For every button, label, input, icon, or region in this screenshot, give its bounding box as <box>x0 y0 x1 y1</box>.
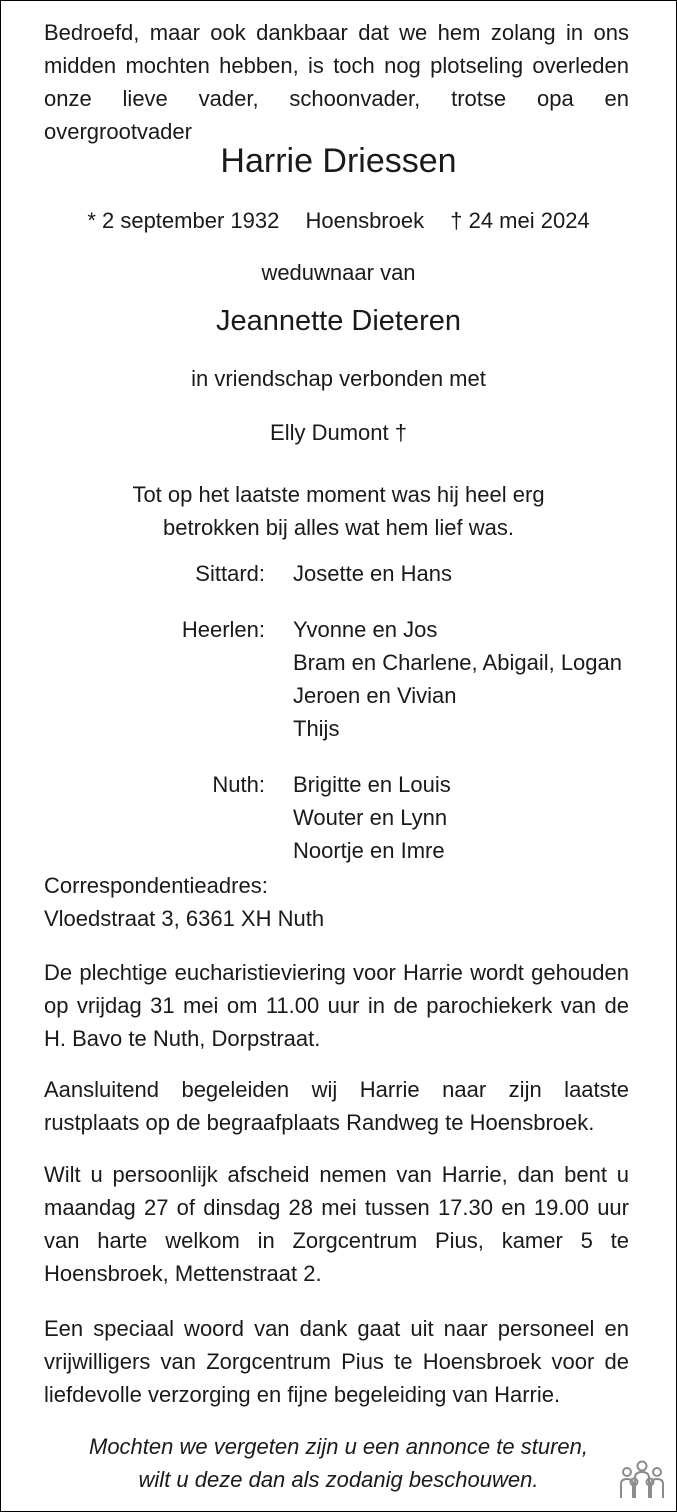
friend-name: Elly Dumont † <box>270 420 407 445</box>
closing-line: wilt u deze dan als zodanig beschouwen. <box>138 1467 539 1492</box>
family-names-nuth <box>293 768 451 867</box>
family-name: Thijs <box>293 716 340 741</box>
family-name: Bram en Charlene, Abigail, Logan <box>293 650 622 675</box>
death-date: † 24 mei 2024 <box>450 208 590 233</box>
family-name: Yvonne en Jos <box>293 617 438 642</box>
quote-line: betrokken bij alles wat hem lief was. <box>163 515 514 540</box>
family-name: Noortje en Imre <box>293 838 445 863</box>
widower-label: weduwnaar van <box>261 260 416 285</box>
family-names-sittard <box>293 557 452 590</box>
partner-name: Jeannette Dieteren <box>215 305 462 337</box>
quote-line: Tot op het laatste moment was hij heel erg <box>132 482 545 507</box>
intro-line: onze lieve vader, schoonvader, trotse opa en overgrootvader <box>44 86 629 144</box>
deceased-name: Harrie Driessen <box>220 142 457 180</box>
burial-paragraph: Aansluitend begeleiden wij Harrie naar zijn laatste rustplaats op de begraafplaats Randweg te Hoensbroek. <box>44 1077 629 1135</box>
family-name: Wouter en Lynn <box>293 805 448 830</box>
closing-note <box>0 1430 677 1496</box>
birth-date: * 2 september 1932 <box>87 208 280 233</box>
people-group-icon <box>618 1458 666 1500</box>
life-dates <box>0 206 677 236</box>
ceremony-paragraph: De plechtige eucharistieviering voor Harrie wordt gehouden op vrijdag 31 mei om 11.00 uur in de parochiekerk van de H. Bavo te Nuth, Dorpstraat. <box>44 960 629 1051</box>
birth-place: Hoensbroek <box>305 208 425 233</box>
intro-text <box>44 16 629 148</box>
family-name: Brigitte en Louis <box>293 772 451 797</box>
family-name: Josette en Hans <box>293 561 452 586</box>
closing-line: Mochten we vergeten zijn u een annonce te sturen, <box>89 1434 588 1459</box>
family-place-heerlen: Heerlen: <box>181 617 265 642</box>
family-name: Jeroen en Vivian <box>293 683 457 708</box>
intro-line: Bedroefd, maar ook dankbaar dat we hem zolang in ons <box>44 20 629 45</box>
family-place-sittard: Sittard: <box>195 561 265 586</box>
family-place-nuth: Nuth: <box>212 772 265 797</box>
correspondence-label: Correspondentieadres: <box>44 873 268 898</box>
correspondence <box>44 869 629 935</box>
thanks-paragraph: Een speciaal woord van dank gaat uit naar personeel en vrijwilligers van Zorgcentrum Pius te Hoensbroek voor de liefdevolle verzorging en fijne begeleiding van Harrie. <box>44 1316 629 1407</box>
correspondence-address: Vloedstraat 3, 6361 XH Nuth <box>44 906 325 931</box>
quote <box>0 478 677 544</box>
family-names-heerlen <box>293 613 622 745</box>
visitation-paragraph: Wilt u persoonlijk afscheid nemen van Harrie, dan bent u maandag 27 of dinsdag 28 mei tussen 17.30 en 19.00 uur van harte welkom in Zorgcentrum Pius, kamer 5 te Hoensbroek, Mettenstraat 2. <box>44 1162 629 1286</box>
intro-line: midden mochten hebben, is toch nog plotseling overleden <box>44 53 629 78</box>
friendship-label: in vriendschap verbonden met <box>191 366 486 391</box>
